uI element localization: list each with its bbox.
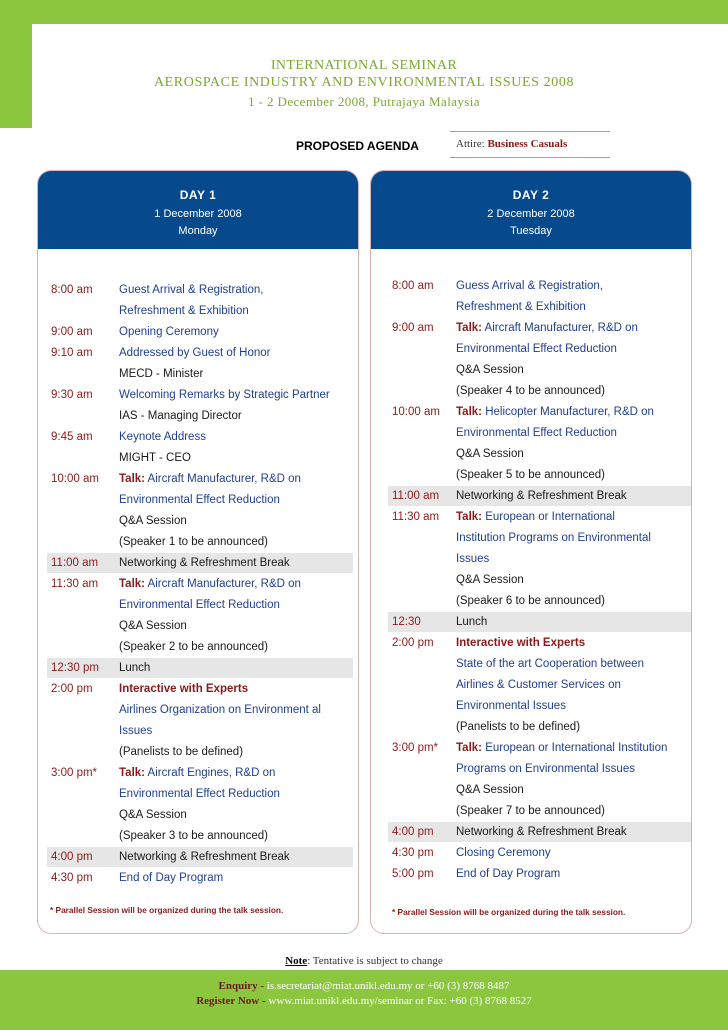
agenda-item [456, 633, 585, 653]
agenda-time: 9:30 am [51, 389, 93, 401]
day1-date: 1 December 2008 [154, 208, 242, 220]
agenda-item [456, 423, 617, 443]
agenda-item [119, 637, 268, 657]
agenda-row [47, 616, 353, 636]
agenda-item-text: Q&A Session [456, 574, 524, 586]
agenda-item [119, 406, 242, 426]
agenda-row [47, 658, 353, 678]
agenda-item [456, 339, 617, 359]
attire-box [450, 131, 610, 158]
agenda-time: 8:00 am [392, 280, 434, 292]
agenda-item-text: Addressed by Guest of Honor [119, 347, 271, 359]
agenda-item-text: Environmental Issues [456, 700, 566, 712]
agenda-item-text: Aircraft Engines, R&D on [145, 767, 276, 779]
agenda-row [388, 339, 691, 359]
agenda-time: 4:30 pm [51, 872, 93, 884]
agenda-time: 9:00 am [392, 322, 434, 334]
agenda-row [47, 784, 353, 804]
agenda-item [456, 675, 621, 695]
agenda-row [388, 654, 691, 674]
agenda-item [119, 805, 187, 825]
agenda-item [456, 654, 644, 674]
agenda-row [388, 570, 691, 590]
agenda-item [119, 763, 275, 783]
agenda-time: 10:00 am [392, 406, 440, 418]
agenda-row [388, 801, 691, 821]
note-label: Note [285, 955, 308, 967]
agenda-item [456, 360, 524, 380]
agenda-row [47, 427, 353, 447]
agenda-time: 9:10 am [51, 347, 93, 359]
agenda-row [47, 700, 353, 720]
agenda-item [456, 591, 605, 611]
enquiry-line [0, 980, 728, 992]
agenda-row [388, 276, 691, 296]
agenda-item-text: Programs on Environmental Issues [456, 763, 635, 775]
seminar-subtitle: AEROSPACE INDUSTRY AND ENVIRONMENTAL ISSUES 2008 [153, 75, 575, 90]
agenda-row [388, 360, 691, 380]
agenda-row [47, 679, 353, 699]
agenda-item-text: Lunch [456, 616, 488, 628]
agenda-item-text: (Speaker 7 to be announced) [456, 805, 605, 817]
agenda-item [119, 427, 206, 447]
header-banner [0, 0, 728, 128]
agenda-item-text: Interactive with Experts [456, 637, 586, 649]
agenda-row [47, 574, 353, 594]
agenda-item [119, 385, 330, 405]
day2-title: DAY 2 [512, 188, 550, 202]
agenda-row [388, 297, 691, 317]
agenda-item [456, 318, 638, 338]
agenda-row [47, 280, 353, 300]
agenda-time: 11:00 am [51, 557, 99, 569]
agenda-item [456, 486, 627, 506]
agenda-item-text: (Speaker 6 to be announced) [456, 595, 605, 607]
agenda-item [456, 696, 566, 716]
agenda-item-text: Keynote Address [119, 431, 206, 443]
agenda-item-text: Q&A Session [119, 620, 187, 632]
agenda-time: 11:30 am [51, 578, 99, 590]
agenda-row [47, 637, 353, 657]
agenda-item-text: Environmental Effect Reduction [119, 494, 280, 506]
agenda-item [456, 738, 667, 758]
agenda-row [47, 532, 353, 552]
agenda-item [119, 448, 191, 468]
agenda-item [119, 301, 249, 321]
agenda-time: 8:00 am [51, 284, 93, 296]
talk-prefix: Talk: [119, 578, 145, 590]
agenda-row [47, 385, 353, 405]
agenda-item-text: Helicopter Manufacturer, R&D on [482, 406, 654, 418]
talk-prefix: Talk: [119, 473, 145, 485]
agenda-row [388, 675, 691, 695]
agenda-time: 10:00 am [51, 473, 99, 485]
agenda-row [47, 868, 353, 888]
agenda-item [119, 322, 219, 342]
agenda-item-text: Guest Arrival & Registration, [119, 284, 264, 296]
agenda-item [119, 280, 263, 300]
agenda-row [388, 423, 691, 443]
agenda-item [119, 364, 203, 384]
agenda-item [119, 658, 150, 678]
agenda-item-text: MIGHT - CEO [119, 452, 191, 464]
seminar-title: INTERNATIONAL SEMINAR [270, 58, 458, 73]
agenda-item [119, 595, 280, 615]
agenda-time: 4:00 pm [392, 826, 434, 838]
agenda-item [119, 700, 321, 720]
agenda-row [47, 490, 353, 510]
agenda-item [456, 801, 605, 821]
agenda-item-text: Aircraft Manufacturer, R&D on [145, 578, 301, 590]
agenda-item [456, 864, 560, 884]
agenda-item [119, 553, 290, 573]
tentative-note [0, 955, 728, 967]
register-contact[interactable]: www.miat.unikl.edu.my/seminar or Fax: +60 (3) 8768 8527 [265, 995, 532, 1007]
footer-banner [0, 970, 728, 1030]
talk-prefix: Talk: [456, 406, 482, 418]
agenda-item-text: State of the art Cooperation between [456, 658, 644, 670]
agenda-row [47, 448, 353, 468]
talk-prefix: Talk: [456, 322, 482, 334]
agenda-item [119, 511, 187, 531]
agenda-item-text: Q&A Session [456, 364, 524, 376]
agenda-item-text: (Speaker 1 to be announced) [119, 536, 268, 548]
agenda-row [47, 406, 353, 426]
agenda-item-text: MECD - Minister [119, 368, 204, 380]
agenda-row [388, 843, 691, 863]
agenda-item [456, 822, 627, 842]
agenda-item-text: Environmental Effect Reduction [119, 788, 280, 800]
agenda-row [388, 612, 691, 632]
day1-weekday: Monday [178, 225, 218, 237]
agenda-time: 2:00 pm [392, 637, 434, 649]
talk-prefix: Talk: [119, 767, 145, 779]
agenda-row [47, 469, 353, 489]
agenda-item-text: Closing Ceremony [456, 847, 551, 859]
agenda-row [388, 444, 691, 464]
agenda-item-text: (Speaker 4 to be announced) [456, 385, 605, 397]
agenda-row [388, 381, 691, 401]
agenda-item-text: Networking & Refreshment Break [456, 826, 627, 838]
agenda-item [119, 490, 280, 510]
agenda-row [388, 633, 691, 653]
agenda-item [119, 532, 268, 552]
agenda-item-text: (Panelists to be defined) [456, 721, 581, 733]
day2-date: 2 December 2008 [487, 208, 575, 220]
agenda-item [456, 507, 615, 527]
agenda-item [456, 570, 524, 590]
agenda-row [47, 322, 353, 342]
agenda-item-text: (Panelists to be defined) [119, 746, 244, 758]
agenda-item-text: Environmental Effect Reduction [456, 427, 617, 439]
register-label: Register Now - [196, 995, 266, 1007]
agenda-row [47, 742, 353, 762]
attire-value: Business Casuals [487, 138, 568, 150]
agenda-row [388, 717, 691, 737]
agenda-item-text: Environmental Effect Reduction [456, 343, 617, 355]
agenda-row [47, 553, 353, 573]
day1-footnote: * Parallel Session will be organized during the talk session. [50, 905, 284, 915]
agenda-item [456, 843, 551, 863]
agenda-row [388, 738, 691, 758]
agenda-item [456, 276, 603, 296]
agenda-item [456, 444, 524, 464]
agenda-item [119, 721, 152, 741]
agenda-item-text: Issues [456, 553, 490, 565]
agenda-item-text: Guess Arrival & Registration, [456, 280, 604, 292]
agenda-row [47, 847, 353, 867]
agenda-item-text: Q&A Session [119, 809, 187, 821]
agenda-item-text: Q&A Session [456, 784, 524, 796]
agenda-time: 4:30 pm [392, 847, 434, 859]
agenda-item-text: (Speaker 3 to be announced) [119, 830, 268, 842]
agenda-row [47, 301, 353, 321]
register-line [0, 995, 728, 1007]
enquiry-label: Enquiry - [218, 980, 265, 992]
agenda-item-text: Networking & Refreshment Break [456, 490, 627, 502]
agenda-time: 2:00 pm [51, 683, 93, 695]
agenda-item [456, 780, 524, 800]
agenda-item [456, 612, 487, 632]
agenda-row [47, 595, 353, 615]
agenda-item-text: European or International Institution [482, 742, 668, 754]
agenda-row [388, 591, 691, 611]
agenda-row [388, 696, 691, 716]
agenda-time: 5:00 pm [392, 868, 434, 880]
agenda-item-text: Q&A Session [119, 515, 187, 527]
agenda-item-text: Refreshment & Exhibition [119, 305, 249, 317]
agenda-item [119, 469, 301, 489]
agenda-item-text: (Speaker 5 to be announced) [456, 469, 605, 481]
agenda-item [456, 717, 580, 737]
agenda-item [119, 868, 223, 888]
agenda-time: 12:30 pm [51, 662, 99, 674]
agenda-time: 9:45 am [51, 431, 93, 443]
agenda-time: 12:30 [392, 616, 421, 628]
day2-footnote: * Parallel Session will be organized during the talk session. [392, 907, 626, 917]
agenda-row [388, 465, 691, 485]
agenda-item [119, 679, 248, 699]
agenda-time: 4:00 pm [51, 851, 93, 863]
agenda-item-text: Lunch [119, 662, 151, 674]
agenda-row [47, 721, 353, 741]
agenda-row [47, 364, 353, 384]
agenda-row [388, 780, 691, 800]
agenda-item-text: Aircraft Manufacturer, R&D on [145, 473, 301, 485]
agenda-item [456, 297, 586, 317]
agenda-row [388, 318, 691, 338]
agenda-item-text: Interactive with Experts [119, 683, 249, 695]
agenda-item-text: Opening Ceremony [119, 326, 219, 338]
agenda-item [456, 549, 489, 569]
agenda-item [456, 759, 635, 779]
attire-label: Attire: [456, 138, 485, 150]
seminar-date-location: 1 - 2 December 2008, Putrajaya Malaysia [248, 94, 480, 109]
agenda-item [119, 742, 243, 762]
agenda-row [388, 528, 691, 548]
day1-title: DAY 1 [179, 188, 217, 202]
agenda-item-text: IAS - Managing Director [119, 410, 242, 422]
agenda-time: 9:00 am [51, 326, 93, 338]
agenda-item [119, 574, 301, 594]
agenda-item-text: Q&A Session [456, 448, 524, 460]
day1-header [38, 171, 358, 249]
agenda-row [47, 763, 353, 783]
agenda-item [119, 784, 280, 804]
agenda-time: 11:30 am [392, 511, 440, 523]
agenda-item [119, 826, 268, 846]
agenda-item-text: Airlines Organization on Environment al [119, 704, 321, 716]
agenda-row [388, 759, 691, 779]
agenda-row [388, 864, 691, 884]
agenda-item-text: European or International [482, 511, 615, 523]
note-text: : Tentative is subject to change [307, 955, 443, 967]
agenda-item-text: End of Day Program [119, 872, 224, 884]
agenda-row [47, 826, 353, 846]
agenda-item-text: Airlines & Customer Services on [456, 679, 621, 691]
agenda-item [119, 616, 187, 636]
agenda-row [388, 822, 691, 842]
proposed-agenda-label: PROPOSED AGENDA [296, 139, 419, 153]
agenda-item-text: Institution Programs on Environmental [456, 532, 651, 544]
agenda-item-text: Aircraft Manufacturer, R&D on [482, 322, 638, 334]
agenda-item-text: End of Day Program [456, 868, 561, 880]
agenda-time: 3:00 pm* [392, 742, 439, 754]
agenda-row [47, 343, 353, 363]
day2-header [371, 171, 691, 249]
agenda-item-text: Networking & Refreshment Break [119, 557, 290, 569]
day2-weekday: Tuesday [510, 225, 552, 237]
agenda-item-text: Networking & Refreshment Break [119, 851, 290, 863]
agenda-item [119, 847, 290, 867]
agenda-item-text: (Speaker 2 to be announced) [119, 641, 268, 653]
agenda-item [456, 528, 651, 548]
agenda-time: 3:00 pm* [51, 767, 98, 779]
agenda-item-text: Issues [119, 725, 153, 737]
agenda-row [388, 549, 691, 569]
agenda-item [456, 465, 605, 485]
agenda-item-text: Environmental Effect Reduction [119, 599, 280, 611]
agenda-row [388, 486, 691, 506]
agenda-time: 11:00 am [392, 490, 440, 502]
talk-prefix: Talk: [456, 742, 482, 754]
agenda-item-text: Refreshment & Exhibition [456, 301, 586, 313]
agenda-item-text: Welcoming Remarks by Strategic Partner [119, 389, 330, 401]
agenda-row [47, 511, 353, 531]
agenda-item [119, 343, 271, 363]
agenda-item [456, 381, 605, 401]
agenda-row [388, 402, 691, 422]
agenda-row [388, 507, 691, 527]
agenda-item [456, 402, 654, 422]
enquiry-contact[interactable]: is.secretariat@miat.unikl.edu.my or +60 (3) 8768 8487 [264, 980, 510, 992]
agenda-row [47, 805, 353, 825]
talk-prefix: Talk: [456, 511, 482, 523]
